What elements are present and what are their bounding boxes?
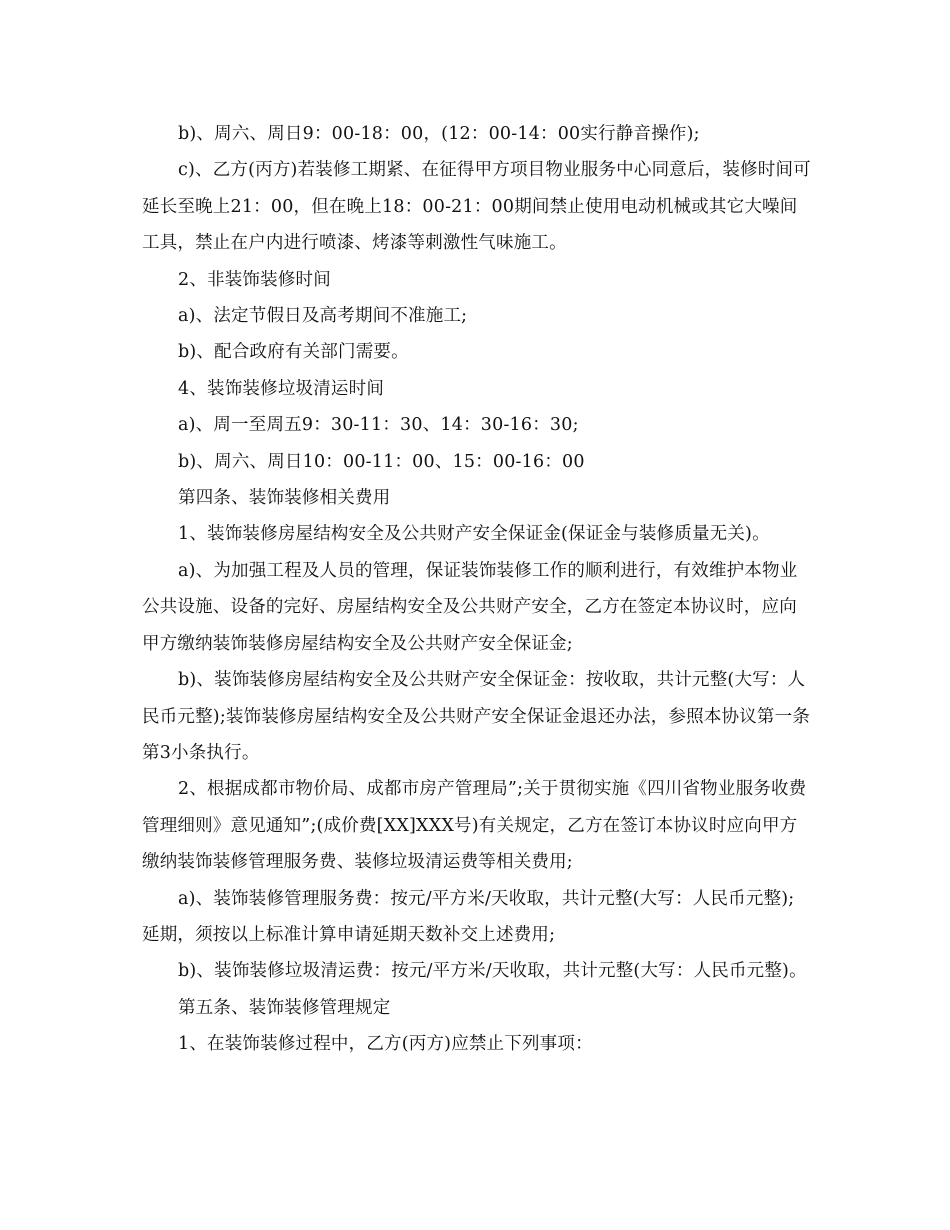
- paragraph-management-fee: a)、装饰装修管理服务费：按元/平方米/天收取，共计元整(大写：人民币元整);延期，须按以上标准计算申请延期天数补交上述费用;: [142, 888, 795, 945]
- paragraph-waste-removal-heading: 4、装饰装修垃圾清运时间: [178, 378, 385, 399]
- paragraph-management-fee-basis: 2、根据成都市物价局、成都市房产管理局”;关于贯彻实施《四川省物业服务收费管理细则》意见通知”;(成价费[XX]XXX号)有关规定，乙方在签订本协议时应向甲方缴纳装饰装修管理服务费、装修垃圾清运费等相关费用;: [142, 779, 807, 873]
- section-heading-article-5: 第五条、装饰装修管理规定: [178, 997, 391, 1018]
- paragraph-deposit-amount: b)、装饰装修房屋结构安全及公共财产安全保证金：按收取，共计元整(大写：人民币元整);装饰装修房屋结构安全及公共财产安全保证金退还办法，参照本协议第一条第3小条执行。: [142, 670, 811, 763]
- paragraph-weekend-hours: b)、周六、周日9：00-18：00，(12：00-14：00实行静音操作);: [178, 124, 700, 144]
- document-body: [142, 116, 812, 1063]
- paragraph-waste-weekday: a)、周一至周五9：30-11：30、14：30-16：30;: [178, 415, 579, 436]
- paragraph-deposit-heading: 1、装饰装修房屋结构安全及公共财产安全保证金(保证金与装修质量无关)。: [178, 524, 770, 545]
- paragraph-waste-fee: b)、装饰装修垃圾清运费：按元/平方米/天收取，共计元整(大写：人民币元整)。: [178, 961, 807, 982]
- paragraph-non-decoration-time-heading: 2、非装饰装修时间: [178, 269, 331, 290]
- paragraph-government: b)、配合政府有关部门需要。: [178, 342, 409, 363]
- paragraph-extended-hours: c)、乙方(丙方)若装修工期紧、在征得甲方项目物业服务中心同意后，装修时间可延长至晚上21：00，但在晚上18：00-21：00期间禁止使用电动机械或其它大噪间工具，禁止在户内进行喷漆、烤漆等刺激性气味施工。: [142, 160, 811, 254]
- paragraph-prohibited-items: 1、在装饰装修过程中，乙方(丙方)应禁止下列事项：: [178, 1034, 593, 1055]
- paragraph-deposit-purpose: a)、为加强工程及人员的管理，保证装饰装修工作的顺利进行，有效维护本物业公共设施、设备的完好、房屋结构安全及公共财产安全，乙方在签定本协议时，应向甲方缴纳装饰装修房屋结构安全及公共财产安全保证金;: [142, 560, 798, 654]
- paragraph-waste-weekend: b)、周六、周日10：00-11：00、15：00-16：00: [178, 451, 585, 472]
- paragraph-holidays: a)、法定节假日及高考期间不准施工;: [178, 306, 468, 327]
- section-heading-article-4: 第四条、装饰装修相关费用: [178, 488, 391, 509]
